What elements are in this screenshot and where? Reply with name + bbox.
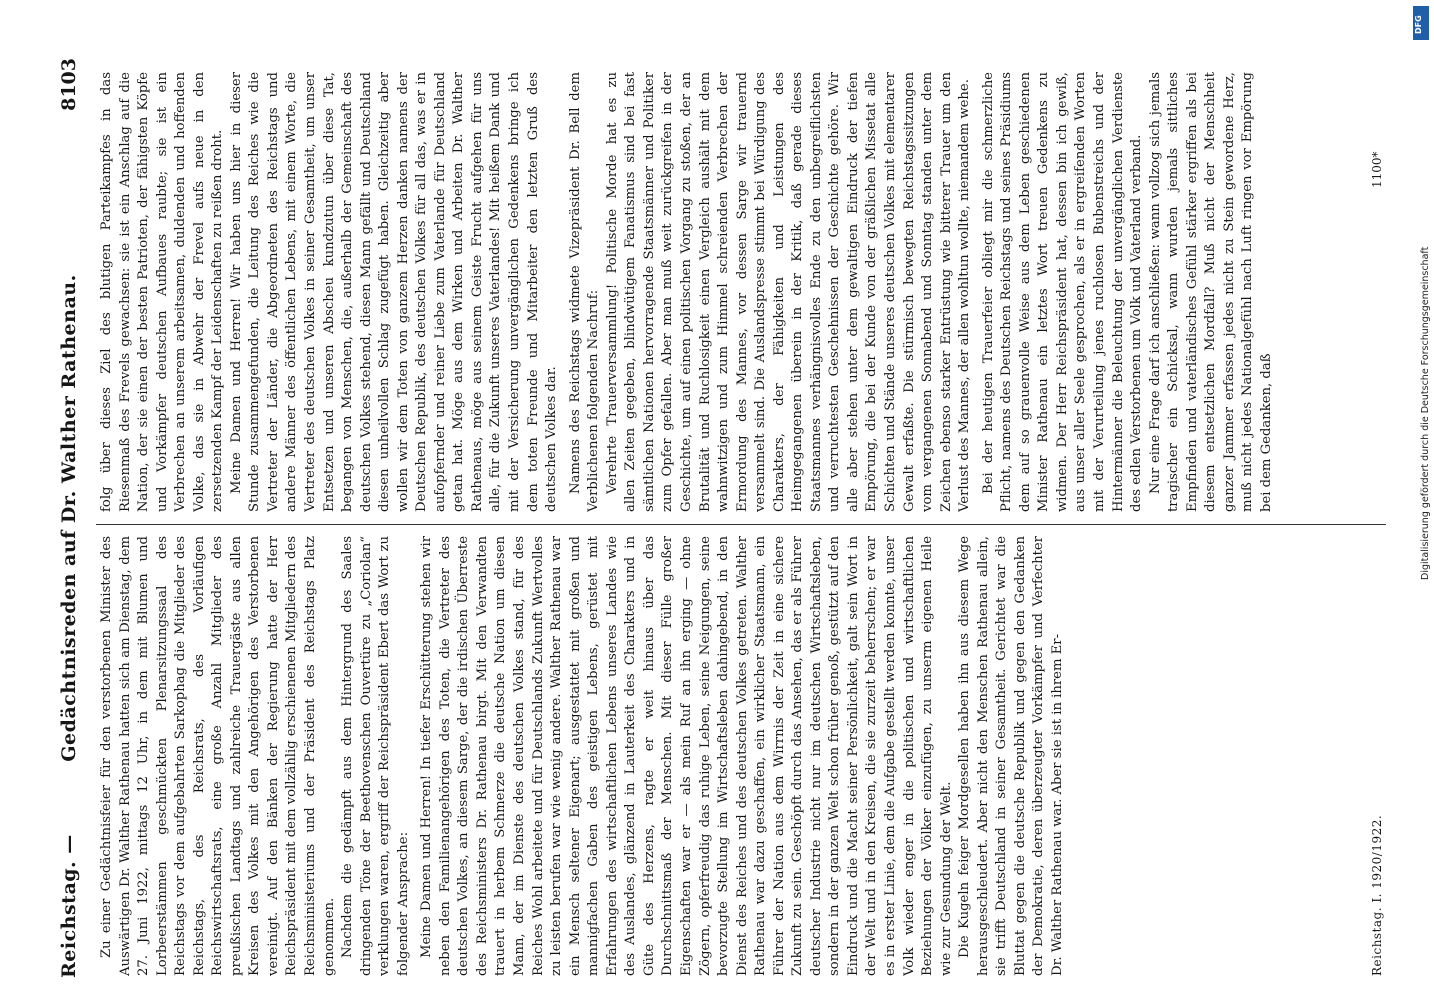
paragraph: Bei der heutigen Trauerfeier obliegt mir die schmerzliche Pflicht, namens des Deutschen Reichstags und seines Präsidiums dem auf so grauenvolle Weise aus dem Leben geschiedenen Minister Rathenau ein letztes Wort treuen Gedenkens zu widmen. Der Herr Reichspräsident hat, dessen bin ich gewiß, aus unser aller Seele gesprochen, als er in ergreifenden Worten mit der Verurteilung jenes ruchlosen Bubenstreichs und der Hintermänner die Beleuchtung der unvergänglichen Verdienste des edlen Verstorbenen um Volk und Vaterland verband. xyxy=(980,72,1145,512)
paragraph: Namens des Reichstags widmete Vizepräsident Dr. Bell dem Verblichenen folgenden Nachruf: xyxy=(567,72,602,512)
running-header xyxy=(52,58,86,978)
paragraph: Nur eine Frage darf ich anschließen: wann vollzog sich jemals tragischer ein Schicksal, wann wurden jemals sittliches Empfinden und vaterländisches Gefühl stärker ergriffen als bei diesem entsetzlichen Mordfall? Muß nicht der Menschheit ganzer Jammer erfassen jedes nicht zu Stein gewordene Herz, muß nicht jedes Nationalgefühl nach Luft ringen vor Empörung bei dem Gedanken, daß xyxy=(1147,72,1274,512)
footer-signature: 1100* xyxy=(1370,151,1384,188)
paragraph: Nachdem die gedämpft aus dem Hintergrund des Saales dringenden Töne der Beethovenschen Ouvertüre zu „Coriolan“ verklungen waren, ergriff der Reichspräsident Ebert das Wort zu folgender Ansprache: xyxy=(340,536,411,976)
dfg-logo-text: DFG xyxy=(1414,15,1423,34)
document-page-content xyxy=(52,48,1394,988)
page-number: 8103 xyxy=(58,58,80,111)
paragraph: Zu einer Gedächtnisfeier für den verstorbenen Minister des Auswärtigen Dr. Walther Rathenau hatten sich am Dienstag, dem 27. Juni 1922, mittags 12 Uhr, in dem mit Blumen und Lorbeerstämmen geschmückten Plenarsitzungssaal des Reichstags vor dem aufgebahrten Sarkophag die Mitglieder des Reichstags, des Reichsrats, des Vorläufigen Reichswirtschaftsrats, eine große Anzahl Mitglieder des preußischen Landtags und zahlreiche Trauergäste aus allen Kreisen des Volkes mit den Angehörigen des Verstorbenen vereinigt. Auf den Bänken der Regierung hatte der Herr Reichspräsident mit dem vollzählig erschienenen Mitgliedern des Reichsministeriums und der Präsident des Reichstags Platz genommen. xyxy=(99,536,337,976)
header-title: Gedächtnisreden auf Dr. Walther Rathenau. xyxy=(58,274,80,762)
header-left: Reichstag. — xyxy=(58,834,80,978)
digitisation-strip xyxy=(1408,0,1434,1000)
column-divider xyxy=(96,524,1386,525)
rotated-document-page xyxy=(52,48,1394,988)
digitisation-note: Digitalisierung gefördert durch die Deutsche Forschungsgemeinschaft xyxy=(1420,246,1431,580)
left-column xyxy=(98,536,1388,976)
paragraph: Meine Damen und Herren! Wir haben uns hier in dieser Stunde zusammengefunden, die Leitung des Reiches wie die Vertreter der Länder, die Abgeordneten des Reichstags und andere Männer des öffentlichen Lebens, mit einem Worte, die Vertreter des deutschen Volkes in seiner Gesamtheit, um unser Entsetzen und unseren Abscheu kundzutun über diese Tat, begangen von Menschen, die, außerhalb der Gemeinschaft des deutschen Volkes stehend, diesen Mann gefällt und Deutschland diesen unheilvollen Schlag zugefügt haben. Gleichzeitig aber wollen wir dem Toten von ganzem Herzen danken namens der Deutschen Republik, des deutschen Volkes für all das, was er in aufopfernder und reiner Liebe zum Vaterlande für Deutschland getan hat. Möge aus dem Wirken und Arbeiten Dr. Walther Rathenaus, möge aus seinem Geiste Frucht aufgehen für uns alle, für die Zukunft unseres Vaterlandes! Mit heißem Dank und mit der Versicherung unvergänglichen Gedenkens bringe ich dem toten Freunde und Mitarbeiter den letzten Gruß des deutschen Volkes dar. xyxy=(228,72,560,512)
footer-volume: Reichstag. I. 1920/1922. xyxy=(1370,814,1384,976)
paragraph: Die Kugeln feiger Mordgesellen haben ihn aus diesem Wege herausgeschleudert. Aber nicht den Menschen Rathenau allein, sie trifft Deutschland in seiner Gesamtheit. Gerichtet war die Bluttat gegen die deutsche Republik und gegen den Gedanken der Demokratie, deren überzeugter Vorkämpfer und Verfechter Dr. Walther Rathenau war. Aber sie ist in ihrem Er- xyxy=(957,536,1065,976)
paragraph: Verehrte Trauerversammlung! Politische Morde hat es zu allen Zeiten gegeben, blindwütigem Fanatismus sind bei fast sämtlichen Nationen hervorragende Staatsmänner und Politiker zum Opfer gefallen. Aber man muß weit zurückgreifen in der Geschichte, um auf einen politischen Vorgang zu stoßen, der an Brutalität und Ruchlosigkeit einen Vergleich aushält mit dem wahnwitzigen und zum Himmel schreienden Verbrechen der Ermordung des Mannes, vor dessen Sarge wir trauernd versammelt sind. Die Auslandspresse stimmt bei Würdigung des Charakters, der Fähigkeiten und Leistungen des Heimgegangenen überein in der Kritik, daß gerade dieses Staatsmannes verhängnisvolles Ende zu den unbegreiflichsten und verruchtesten Geschehnissen der Geschichte gehöre. Wir alle aber stehen unter dem gewaltigen Eindruck der tiefen Empörung, die bei der Kunde von der gräßlichen Missetat alle Schichten und Stände unseres deutschen Volkes mit elementarer Gewalt erfaßte. Die stürmisch bewegten Reichstagssitzungen vom vergangenen Sonnabend und Sonntag standen unter dem Zeichen ebenso starker Entrüstung wie bitterer Trauer um den Verlust des Mannes, der allen wohltun wollte, niemandem wehe. xyxy=(604,72,973,512)
paragraph: folg über dieses Ziel des blutigen Parteikampfes in das Riesenmaß des Frevels gewachsen: sie ist ein Anschlag auf die Nation, der sie einen der besten Patrioten, der fähigsten Köpfe und Vorkämpfer deutschen Aufbaues raubte; sie ist ein Verbrechen an unserem arbeitsamen, duldenden und hoffenden Volke, das sie in Abwehr der Frevel aufs neue in den zersetzenden Kampf der Leidenschaften zu reißen droht. xyxy=(99,72,226,512)
dfg-logo xyxy=(1413,6,1429,40)
paragraph: Meine Damen und Herren! In tiefer Erschütterung stehen wir neben den Familienangehörigen des Toten, die Vertreter des deutschen Volkes, an diesem Sarge, der die irdischen Überreste des Reichsministers Dr. Rathenau birgt. Mit den Verwandten trauert in herbem Schmerze die deutsche Nation um diesen Mann, der im Dienste des deutschen Volkes stand, für des Reiches Wohl arbeitete und für Deutschlands Zukunft Wertvolles zu leisten berufen war wie wenig andere. Walther Rathenau war ein Mensch seltener Eigenart; ausgestattet mit großen und mannigfachen Gaben des geistigen Lebens, gerüstet mit Erfahrungen des wirtschaftlichen Lebens unseres Landes wie des Auslandes, glänzend in Lauterkeit des Charakters und in Güte des Herzens, ragte er weit hinaus über das Durchschnittsmaß der Menschen. Mit dieser Fülle großer Eigenschaften war er — als mein Ruf an ihn erging — ohne Zögern, opferfreudig das ruhige Leben, seine Neigungen, seine bevorzugte Stellung im Wirtschaftsleben dahingebend, in den Dienst des Reiches und des deutschen Volkes getreten. Walther Rathenau war dazu geschaffen, ein wirklicher Staatsmann, ein Führer der Nation aus dem Wirrnis der Zeit in eine sichere Zukunft zu sein. Geschöpft durch das Ansehen, das er als Führer deutscher Industrie nicht nur im deutschen Wirtschaftsleben, sondern in der ganzen Welt schon früher genoß, gestützt auf den Eindruck und die Macht seiner Persönlichkeit, galt sein Wort in der Welt und in den Kreisen, die sie zurzeit beherrschen; er war es in erster Linie, dem die Aufgabe gestellt werden konnte, unser Volk wieder enger in die politischen und wirtschaftlichen Beziehungen der Völker einzufügen, zu unserm eigenen Heile wie zur Gesundung der Welt. xyxy=(419,536,954,976)
right-column xyxy=(98,72,1388,512)
